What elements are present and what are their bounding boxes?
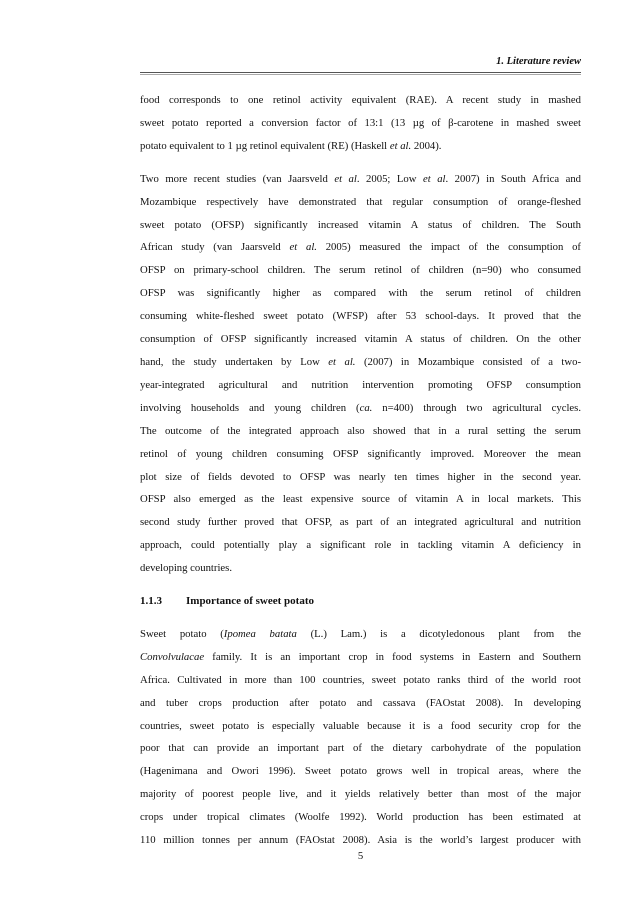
section-spacer: [140, 580, 581, 590]
text-line: [140, 135, 581, 158]
text-line: [140, 623, 581, 646]
italic-text: Convolvulacae: [140, 650, 205, 663]
text-run: food corresponds to one retinol activity equivalent (RAE). A recent study in mashed: [140, 94, 581, 106]
text-run: Two more recent studies (van Jaarsveld: [140, 172, 335, 185]
text-line: [140, 557, 581, 580]
text-line: [140, 783, 581, 806]
text-run: Sweet potato (: [140, 627, 224, 640]
text-line: [140, 420, 581, 443]
text-line: [140, 374, 581, 397]
text-line: [140, 328, 581, 351]
text-run: family. It is an important crop in food systems in Eastern and Southern: [204, 650, 581, 663]
text-run: consumption of OFSP significantly increased vitamin A status of children. On the other: [140, 333, 581, 346]
text-line: [140, 351, 581, 374]
text-run: sweet potato (OFSP) significantly increased vitamin A status of children. The South: [140, 218, 581, 231]
text-run: developing countries.: [140, 562, 233, 575]
text-run: OFSP also emerged as the least expensive source of vitamin A in local markets. This: [140, 493, 581, 506]
text-line: [140, 488, 581, 511]
text-line: [140, 214, 581, 237]
text-run: hand, the study undertaken by Low: [140, 355, 329, 368]
italic-text: et al.: [328, 355, 356, 368]
text-line: [140, 692, 581, 715]
italic-text: et al.: [389, 139, 412, 152]
text-run: potato equivalent to 1 µg retinol equivalent (RE) (Haskell: [140, 139, 390, 152]
section-heading: [140, 590, 581, 613]
text-run: and tuber crops production after potato and cassava (FAOstat 2008). In developing: [140, 696, 581, 709]
paragraph: [140, 168, 581, 580]
text-run: sweet potato reported a conversion factor of 13:1 (13 µg of β-carotene in mashed sweet: [140, 116, 581, 129]
text-line: [140, 715, 581, 738]
italic-text: Ipomea batata: [223, 627, 297, 640]
text-run: (L.) Lam.) is a dicotyledonous plant from the: [296, 627, 581, 640]
text-run: involving households and young children (: [140, 401, 360, 414]
text-line: [140, 737, 581, 760]
text-run: year-integrated agricultural and nutrition intervention promoting OFSP consumption: [140, 378, 581, 391]
text-line: [140, 466, 581, 489]
text-line: [140, 534, 581, 557]
text-line: [140, 191, 581, 214]
text-line: [140, 646, 581, 669]
text-run: (Hagenimana and Owori 1996). Sweet potato grows well in tropical areas, where the: [140, 765, 581, 778]
text-run: second study further proved that OFSP, as part of an integrated agricultural and nutrition: [140, 516, 581, 529]
text-line: [140, 760, 581, 783]
text-line: [140, 282, 581, 305]
header-rule: [140, 72, 581, 75]
italic-text: et al: [422, 172, 446, 185]
italic-text: et al.: [289, 241, 317, 254]
text-run: consuming white-fleshed sweet potato (WFSP) after 53 school-days. It proved that the: [140, 310, 581, 323]
text-run: plot size of fields devoted to OFSP was nearly ten times higher in the second year.: [140, 470, 581, 483]
text-run: retinol of young children consuming OFSP significantly improved. Moreover the mean: [140, 447, 581, 460]
text-run: OFSP was significantly higher as compared with the serum retinol of children: [140, 287, 581, 300]
section-title: Importance of sweet potato: [186, 595, 314, 608]
text-run: The outcome of the integrated approach also showed that in a rural setting the serum: [140, 424, 581, 437]
text-line: [140, 236, 581, 259]
text-run: (2007) in Mozambique consisted of a two-: [355, 355, 582, 368]
paragraph-spacer: [140, 158, 581, 168]
text-line: [140, 168, 581, 191]
text-run: crops under tropical climates (Woolfe 1992). World production has been estimated at: [140, 811, 581, 824]
paragraph-group: [140, 623, 581, 852]
text-line: [140, 443, 581, 466]
body-text: [140, 89, 581, 852]
text-run: approach, could potentially play a significant role in tackling vitamin A deficiency in: [140, 539, 581, 552]
text-line: [140, 806, 581, 829]
page-number: 5: [357, 850, 364, 862]
text-line: [140, 511, 581, 534]
text-run: 2005) measured the impact of the consumption of: [316, 241, 581, 254]
running-header: 1. Literature review: [496, 56, 581, 67]
text-line: [140, 259, 581, 282]
italic-text: ca.: [359, 401, 373, 414]
text-run: poor that can provide an important part of the dietary carbohydrate of the population: [140, 742, 581, 755]
section-number: 1.1.3: [140, 595, 162, 608]
paragraph: [140, 89, 581, 158]
text-line: [140, 89, 581, 112]
text-run: African study (van Jaarsveld: [140, 241, 290, 254]
text-run: Mozambique respectively have demonstrated that regular consumption of orange-fleshed: [140, 195, 581, 208]
text-run: n=400) through two agricultural cycles.: [372, 401, 581, 414]
paragraph: [140, 623, 581, 852]
text-run: majority of poorest people live, and it yields relatively better than most of the major: [140, 788, 581, 801]
text-line: [140, 669, 581, 692]
text-run: OFSP on primary-school children. The serum retinol of children (n=90) who consumed: [140, 264, 581, 277]
text-run: . 2005; Low: [356, 172, 423, 185]
italic-text: et al: [334, 172, 357, 185]
text-run: 110 million tonnes per annum (FAOstat 2008). Asia is the world’s largest producer with: [140, 834, 581, 847]
text-line: [140, 305, 581, 328]
text-line: [140, 112, 581, 135]
section-spacer: [140, 613, 581, 623]
text-run: Africa. Cultivated in more than 100 countries, sweet potato ranks third of the world root: [140, 673, 581, 686]
text-run: 2004).: [411, 139, 442, 152]
text-run: . 2007) in South Africa and: [445, 172, 582, 185]
text-line: [140, 829, 581, 852]
paragraph-group: [140, 89, 581, 580]
text-line: [140, 397, 581, 420]
text-run: countries, sweet potato is especially valuable because it is a food security crop for the: [140, 719, 581, 732]
